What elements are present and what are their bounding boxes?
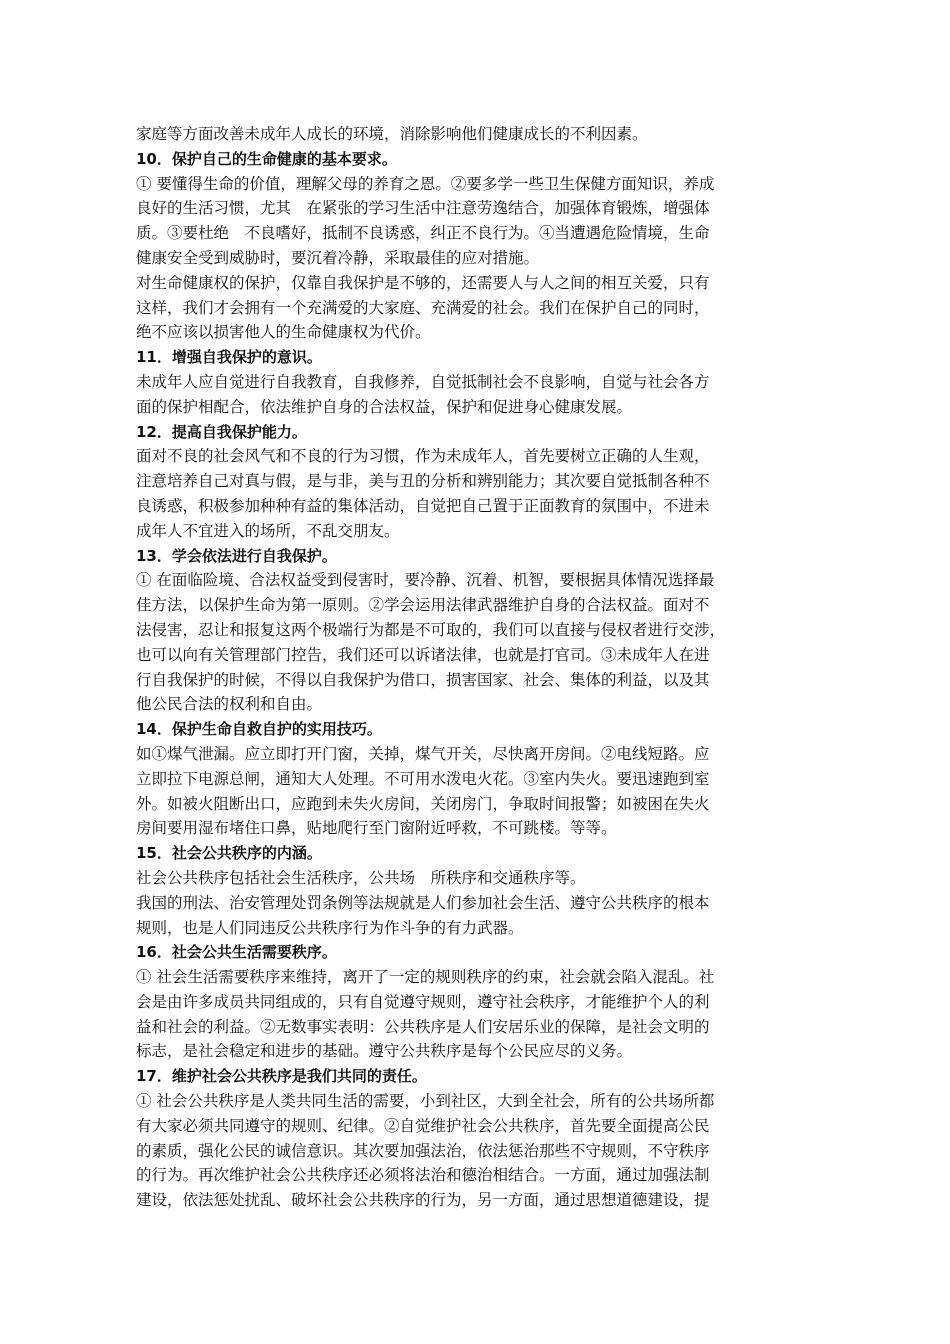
section-heading: 13．学会依法进行自我保护。 <box>136 546 337 565</box>
body-paragraph <box>136 891 776 941</box>
body-paragraph <box>136 271 776 345</box>
paragraph-line: 这样，我们才会拥有一个充满爱的大家庭、充满爱的社会。我们在保护自己的同时， <box>136 298 710 317</box>
body-paragraph <box>136 370 776 420</box>
paragraph-line: 益和社会的利益。②无数事实表明：公共秩序是人们安居乐业的保障，是社会文明的 <box>136 1017 710 1036</box>
paragraph-line: 良好的生活习惯，尤其 在紧张的学习生活中注意劳逸结合，加强体育锻炼，增强体 <box>136 199 710 218</box>
body-paragraph <box>136 866 776 891</box>
paragraph-line: 房间要用湿布堵住口鼻，贴地爬行至门窗附近呼救，不可跳楼。等等。 <box>136 819 617 838</box>
paragraph-line: 会是由许多成员共同组成的，只有自觉遵守规则，遵守社会秩序，才能维护个人的利 <box>136 992 710 1011</box>
body-paragraph <box>136 172 776 271</box>
paragraph-line: 社会公共秩序包括社会生活秩序，公共场 所秩序和交通秩序等。 <box>136 868 586 887</box>
paragraph-line: 的行为。再次维护社会公共秩序还必须将法治和德治相结合。一方面，通过加强法制 <box>136 1166 710 1185</box>
body-paragraph <box>136 444 776 543</box>
paragraph-line: 如①煤气泄漏。应立即打开门窗，关掉，煤气开关，尽快离开房间。②电线短路。应 <box>136 744 710 763</box>
paragraph-line: 外。如被火阻断出口，应跑到未失火房间，关闭房门，争取时间报警；如被困在失火 <box>136 794 710 813</box>
paragraph-line: 建设，依法惩处扰乱、破坏社会公共秩序的行为，另一方面，通过思想道德建设，提 <box>136 1191 710 1210</box>
paragraph-line: 未成年人应自觉进行自我教育，自我修养，自觉抵制社会不良影响，自觉与社会各方 <box>136 372 710 391</box>
paragraph-line: 质。③要杜绝 不良嗜好，抵制不良诱惑，纠正不良行为。④当遭遇危险情境，生命 <box>136 224 710 243</box>
paragraph-line: 的素质，强化公民的诚信意识。其次要加强法治，依法惩治那些不守规则，不守秩序 <box>136 1141 710 1160</box>
paragraph-line: 面对不良的社会风气和不良的行为习惯，作为未成年人，首先要树立正确的人生观， <box>136 447 710 466</box>
paragraph-line: ① 社会生活需要秩序来维持，离开了一定的规则秩序的约束，社会就会陷入混乱。社 <box>136 968 715 987</box>
paragraph-line: 绝不应该以损害他人的生命健康权为代价。 <box>136 323 431 342</box>
section-heading: 16．社会公共生活需要秩序。 <box>136 943 337 962</box>
paragraph-line: ① 在面临险境、合法权益受到侵害时，要冷静、沉着、机智，要根据具体情况选择最 <box>136 571 715 590</box>
paragraph-line: 良诱惑，积极参加种种有益的集体活动，自觉把自己置于正面教育的氛围中，不进未 <box>136 496 710 515</box>
paragraph-line: 家庭等方面改善未成年人成长的环境，消除影响他们健康成长的不利因素。 <box>136 125 648 143</box>
paragraph-line: 他公民合法的权利和自由。 <box>136 695 323 714</box>
paragraph-line: 佳方法，以保护生命为第一原则。②学会运用法律武器维护自身的合法权益。面对不 <box>136 596 710 615</box>
paragraph-line: 我国的刑法、治安管理处罚条例等法规就是人们参加社会生活、遵守公共秩序的根本 <box>136 893 710 912</box>
body-paragraph <box>136 122 776 147</box>
paragraph-line: 有大家必须共同遵守的规则、纪律。②自觉维护社会公共秩序，首先要全面提高公民 <box>136 1116 710 1135</box>
paragraph-line: ① 社会公共秩序是人类共同生活的需要，小到社区，大到全社会，所有的公共场所都 <box>136 1092 715 1111</box>
paragraph-line: 注意培养自己对真与假，是与非，美与丑的分析和辨别能力；其次要自觉抵制各种不 <box>136 472 710 491</box>
body-paragraph <box>136 1089 776 1213</box>
section-heading: 10．保护自己的生命健康的基本要求。 <box>136 149 397 168</box>
body-paragraph <box>136 568 776 717</box>
section-heading: 11．增强自我保护的意识。 <box>136 348 322 367</box>
paragraph-line: 成年人不宜进入的场所，不乱交朋友。 <box>136 521 400 540</box>
paragraph-line: 对生命健康权的保护，仅靠自我保护是不够的，还需要人与人之间的相互关爱，只有 <box>136 273 710 292</box>
section-heading: 14．保护生命自救自护的实用技巧。 <box>136 720 382 739</box>
paragraph-line: 标志，是社会稳定和进步的基础。遵守公共秩序是每个公民应尽的义务。 <box>136 1042 633 1061</box>
paragraph-line: 健康安全受到威胁时，要沉着冷静，采取最佳的应对措施。 <box>136 248 540 267</box>
paragraph-line: 法侵害，忍让和报复这两个极端行为都是不可取的，我们可以直接与侵权者进行交涉， <box>136 620 726 639</box>
paragraph-line: ① 要懂得生命的价值，理解父母的养育之恩。②要多学一些卫生保健方面知识，养成 <box>136 174 715 193</box>
section-heading: 12．提高自我保护能力。 <box>136 422 307 441</box>
body-paragraph <box>136 965 776 1064</box>
section-heading: 15．社会公共秩序的内涵。 <box>136 844 322 863</box>
paragraph-line: 规则，也是人们同违反公共秩序行为作斗争的有力武器。 <box>136 918 524 937</box>
body-paragraph <box>136 742 776 841</box>
paragraph-line: 面的保护相配合，依法维护自身的合法权益，保护和促进身心健康发展。 <box>136 397 633 416</box>
paragraph-line: 立即拉下电源总闸，通知大人处理。不可用水泼电火花。③室内失火。要迅速跑到室 <box>136 769 710 788</box>
paragraph-line: 也可以向有关管理部门控告，我们还可以诉诸法律，也就是打官司。③未成年人在进 <box>136 645 710 664</box>
section-heading: 17．维护社会公共秩序是我们共同的责任。 <box>136 1067 427 1086</box>
document-page <box>136 122 776 1213</box>
paragraph-line: 行自我保护的时候，不得以自我保护为借口，损害国家、社会、集体的利益，以及其 <box>136 670 710 689</box>
